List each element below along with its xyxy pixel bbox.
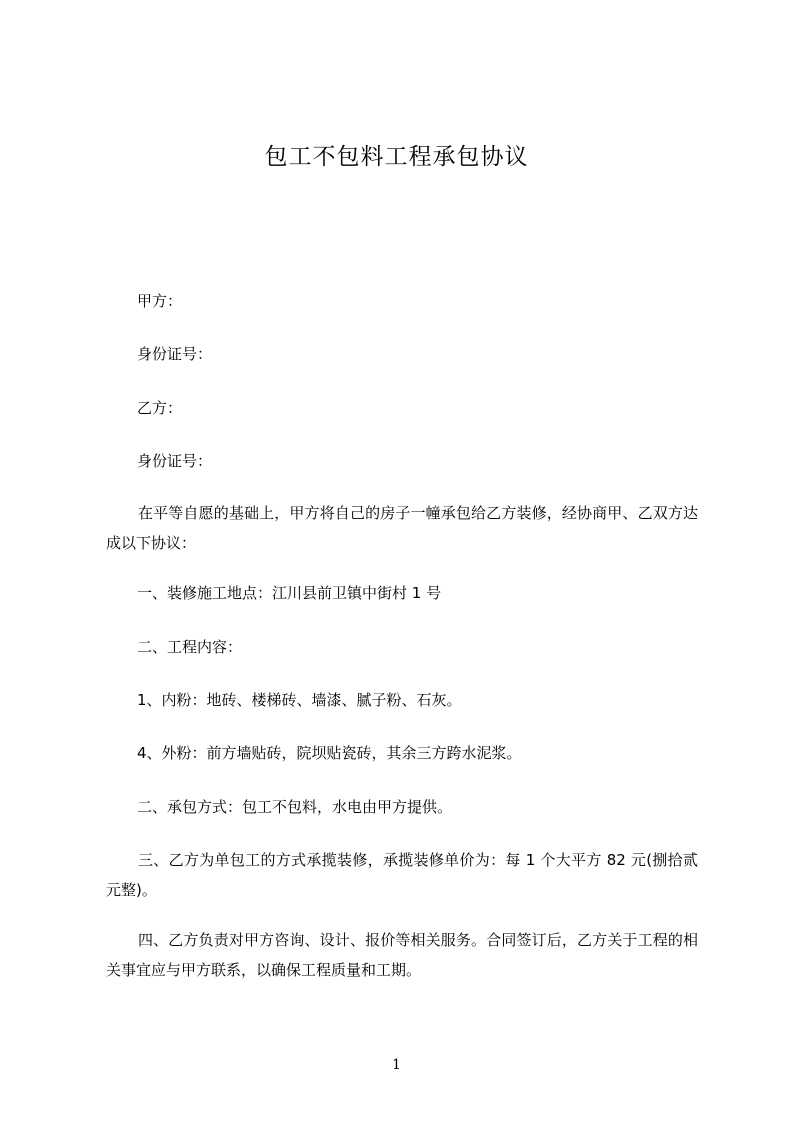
clause-contract-mode: 二、承包方式：包工不包料，水电由甲方提供。: [137, 798, 453, 816]
intro-paragraph: 在平等自愿的基础上，甲方将自己的房子一幢承包给乙方装修，经协商甲、乙双方达成以下协议：: [106, 504, 698, 552]
party-b-label: 乙方：: [137, 399, 183, 417]
party-a-id-label: 身份证号：: [137, 345, 213, 363]
clause-4-paragraph: 四、乙方负责对甲方咨询、设计、报价等相关服务。合同签订后，乙方关于工程的相关事宜应与甲方联系，以确保工程质量和工期。: [106, 931, 698, 979]
clause-2-item-exterior: 4、外粉：前方墙贴砖，院坝贴瓷砖，其余三方跨水泥浆。: [137, 744, 522, 762]
page-number: 1: [392, 1057, 401, 1073]
clause-1-location: 一、装修施工地点：江川县前卫镇中街村 1 号: [137, 584, 442, 602]
document-title: 包工不包料工程承包协议: [264, 144, 529, 170]
clause-2-item-interior: 1、内粉：地砖、楼梯砖、墙漆、腻子粉、石灰。: [137, 691, 462, 709]
party-b-id-label: 身份证号：: [137, 452, 213, 470]
clause-3-paragraph: 三、乙方为单包工的方式承揽装修，承揽装修单价为：每 1 个大平方 82 元(捌拾贰元整)。: [106, 851, 698, 899]
party-a-label: 甲方：: [137, 292, 183, 310]
clause-2-heading: 二、工程内容：: [137, 638, 243, 656]
